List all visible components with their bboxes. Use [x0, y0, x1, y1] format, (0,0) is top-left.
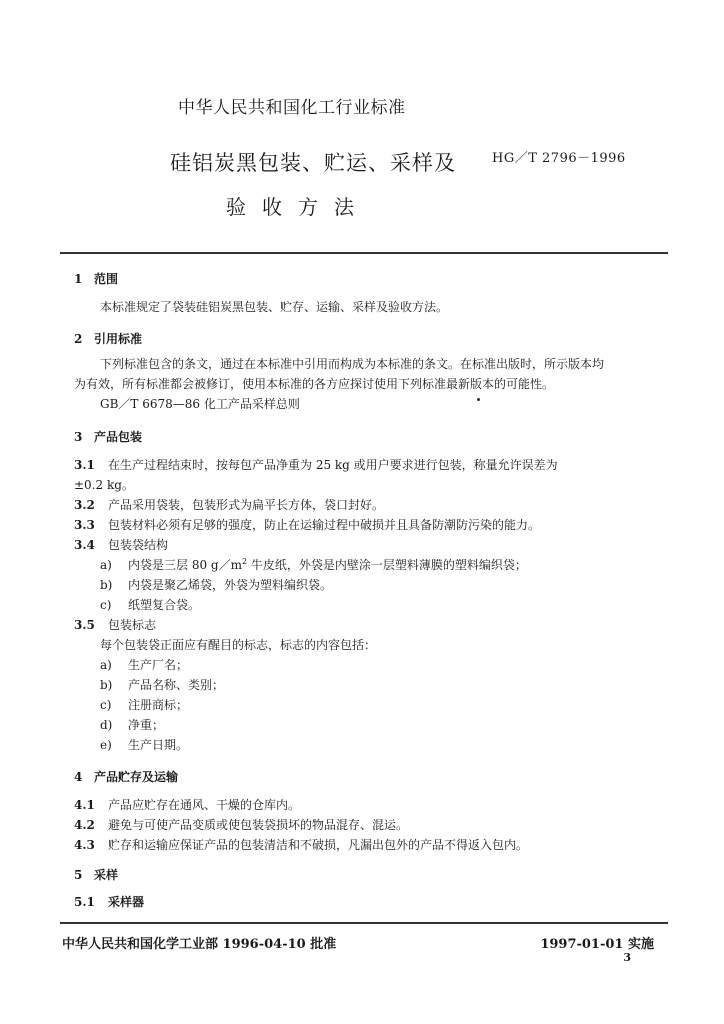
clause-4-3 [0, 836, 724, 853]
section-title: 范围 [94, 272, 119, 286]
clause-text: 包装材料必须有足够的强度，防止在运输过程中破损并且具备防潮防污染的能力。 [108, 518, 541, 532]
section-2-paragraph-line1: 下列标准包含的条文，通过在本标准中引用而构成为本标准的条文。在标准出版时，所示版本均 [100, 357, 605, 371]
clause-number: 3.4 [74, 538, 95, 552]
section-number: 2 [74, 332, 83, 346]
list-text: 纸塑复合袋。 [128, 598, 201, 612]
list-text: 注册商标； [128, 698, 189, 712]
list-item [0, 596, 724, 613]
clause-text: 包装袋结构 [108, 538, 169, 552]
clause-number: 4.2 [74, 818, 95, 832]
clause-number: 3.2 [74, 498, 95, 512]
list-text-pre: 内袋是三层 80 g／m [128, 558, 242, 572]
list-text: 产品名称、类别； [128, 678, 225, 692]
list-label: e) [100, 738, 112, 752]
document-title-line2: 验收方法 [226, 195, 370, 219]
standard-name: 中华人民共和国化工行业标准 [178, 98, 406, 118]
list-label: c) [100, 598, 112, 612]
clause-number: 3.5 [74, 618, 95, 632]
clause-4-2 [0, 816, 724, 833]
list-item [0, 696, 724, 713]
list-label: b) [100, 678, 113, 692]
list-label: d) [100, 718, 113, 732]
clause-5-1 [0, 893, 724, 910]
clause-3-4 [0, 536, 724, 553]
list-item [0, 576, 724, 593]
section-number: 3 [74, 430, 83, 444]
clause-3-2 [0, 496, 724, 513]
speck [477, 398, 480, 401]
section-number: 1 [74, 272, 83, 286]
clause-4-1 [0, 796, 724, 813]
approval-issuer: 中华人民共和国化学工业部 1996-04-10 批准 [62, 937, 337, 952]
section-5-heading [0, 866, 724, 883]
header-rule [60, 252, 668, 254]
list-text: 生产厂名； [128, 658, 189, 672]
effective-date: 1997-01-01 实施 [540, 937, 654, 952]
section-2-heading [0, 330, 724, 347]
clause-3-5 [0, 616, 724, 633]
clause-number: 4.3 [74, 838, 95, 852]
clause-number: 5.1 [74, 895, 95, 909]
list-label: a) [100, 558, 112, 572]
list-item [0, 656, 724, 673]
section-number: 5 [74, 868, 83, 882]
section-title: 产品贮存及运输 [94, 770, 179, 784]
list-label: b) [100, 578, 113, 592]
clause-3-3 [0, 516, 724, 533]
clause-number: 3.1 [74, 458, 95, 472]
clause-text: 在生产过程结束时，按每包产品净重为 25 kg 或用户要求进行包装，称量允许误差为 [108, 458, 558, 472]
section-1-paragraph: 本标准规定了袋装硅铝炭黑包装、贮存、运输、采样及验收方法。 [100, 300, 449, 314]
superscript: 2 [241, 557, 248, 566]
clause-3-1-line1 [0, 456, 724, 473]
section-title: 引用标准 [94, 332, 143, 346]
clause-3-1-line2: ±0.2 kg。 [74, 478, 134, 492]
list-text: 净重； [128, 718, 165, 732]
section-title: 产品包装 [94, 430, 143, 444]
section-1-heading [0, 270, 724, 287]
section-title: 采样 [94, 868, 119, 882]
footer-rule [60, 922, 668, 924]
section-3-heading [0, 428, 724, 445]
page-number: 3 [623, 951, 631, 964]
section-4-heading [0, 768, 724, 785]
list-item [0, 736, 724, 753]
list-text: 内袋是聚乙烯袋，外袋为塑料编织袋。 [128, 578, 333, 592]
list-text: 生产日期。 [128, 738, 189, 752]
list-label: c) [100, 698, 112, 712]
list-text-post: 牛皮纸，外袋是内壁涂一层塑料薄膜的塑料编织袋； [247, 558, 527, 572]
section-2-paragraph-line2: 为有效，所有标准都会被修订，使用本标准的各方应探讨使用下列标准最新版本的可能性。 [74, 377, 555, 391]
section-number: 4 [74, 770, 83, 784]
list-item [0, 556, 724, 573]
clause-text: 包装标志 [108, 618, 157, 632]
document-title-line1: 硅铝炭黑包装、贮运、采样及 [170, 151, 456, 175]
clause-text: 产品采用袋装，包装形式为扁平长方体，袋口封好。 [108, 498, 385, 512]
clause-text: 贮存和运输应保证产品的包装清洁和不破损，凡漏出包外的产品不得返入包内。 [108, 838, 529, 852]
clause-number: 3.3 [74, 518, 95, 532]
list-label: a) [100, 658, 112, 672]
clause-3-5-intro: 每个包装袋正面应有醒目的标志，标志的内容包括： [100, 638, 377, 652]
clause-number: 4.1 [74, 798, 95, 812]
clause-text: 产品应贮存在通风、干燥的仓库内。 [108, 798, 301, 812]
section-2-reference: GB／T 6678—86 化工产品采样总则 [100, 397, 300, 411]
list-item [0, 676, 724, 693]
clause-text: 避免与可使产品变质或使包装袋损坏的物品混存、混运。 [108, 818, 409, 832]
clause-text: 采样器 [108, 895, 145, 909]
standard-code: HG／T 2796－1996 [492, 151, 626, 166]
list-item [0, 716, 724, 733]
